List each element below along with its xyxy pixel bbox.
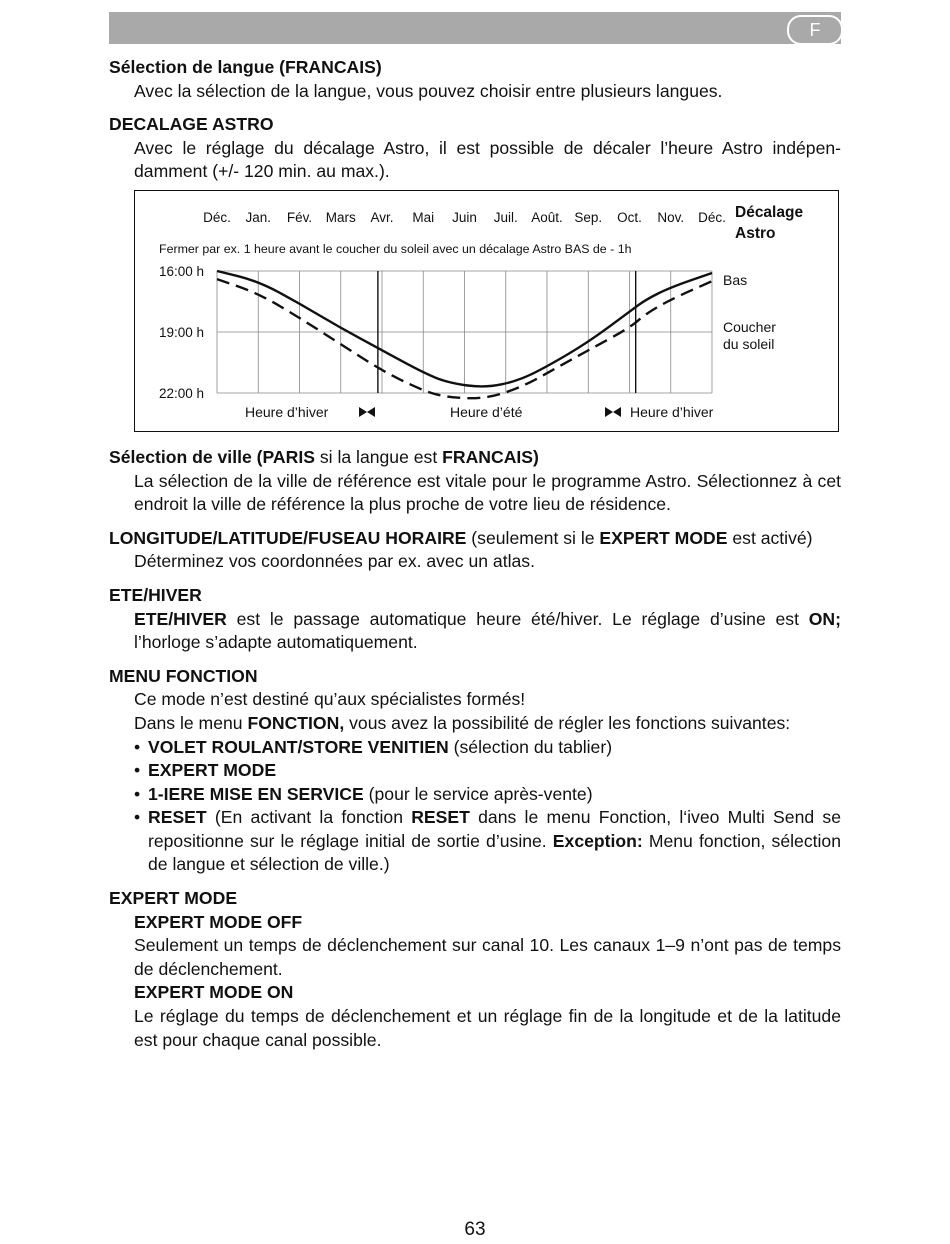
section-expert-mode (109, 887, 841, 1052)
y-tick-label: 19:00 h (159, 324, 205, 340)
dst-switch-icon (605, 407, 621, 417)
y-tick-label: 22:00 h (159, 385, 205, 401)
menu-bullet-list (109, 736, 841, 878)
text-expert-on: Le réglage du temps de déclenchement et un réglage fin de la longitude et de la latitude est pour chaque canal possible. (134, 1006, 841, 1050)
text-ete-bold1: ETE/HIVER (134, 608, 227, 629)
text-coords: Déterminez vos coordonnées par ex. avec un atlas. (134, 551, 535, 572)
list-item (134, 759, 841, 783)
list-item (134, 736, 841, 760)
text-menu-line1: Ce mode n’est destiné qu’aux spécialistes formés! (134, 689, 526, 710)
heading-ville (109, 446, 841, 470)
bullet-3-bold: 1-IERE MISE EN SERVICE (148, 783, 364, 804)
text-ete-normal1: est le passage automatique heure été/hiver. Le réglage d’usine est (226, 608, 809, 629)
heading-menu-fonction: MENU FONCTION (109, 665, 258, 686)
y-tick-label: 16:00 h (159, 263, 205, 279)
x-tick-label: Jan. (245, 209, 272, 225)
heading-ville-bold2: FRANCAIS) (442, 446, 539, 467)
bullet-4-text3: Menu fonction, sélection de langue et sélection de ville.) (148, 830, 841, 875)
bullet-1-text: (sélection du tablier) (448, 736, 613, 757)
series-label: Bas (723, 271, 748, 288)
text-ete-hiver (109, 608, 841, 655)
heading-astro: DECALAGE ASTRO (109, 114, 274, 135)
bullet-4-bold2: RESET (411, 807, 470, 828)
season-label: Heure d’hiver (245, 403, 329, 420)
section-menu-fonction (109, 665, 841, 877)
page-content (109, 56, 841, 1052)
bullet-4-text1: (En activant la fonction (206, 807, 412, 828)
heading-ville-normal: si la langue est (314, 446, 443, 467)
chart-title-line2: Astro (735, 224, 776, 242)
text-ville: La sélection de la ville de référence est vitale pour le programme Astro. Sélectionnez à cet endroit la ville de référence la plus proche de votre lieu de résidence. (134, 470, 841, 515)
x-tick-label: Fév. (286, 209, 313, 225)
heading-coords (109, 527, 841, 551)
x-tick-label: Nov. (657, 209, 685, 225)
text-expert-off: Seulement un temps de déclenchement sur canal 10. Les canaux 1–9 n’ont pas de temps de déclenchement. (134, 935, 841, 979)
list-item (134, 806, 841, 877)
x-tick-label: Août. (531, 209, 563, 225)
heading-coords-bold1: LONGITUDE/LATITUDE/FUSEAU HORAIRE (109, 527, 467, 548)
x-tick-label: Déc. (698, 209, 726, 225)
header-bar (109, 12, 841, 44)
section-ville (109, 446, 841, 517)
chart-title-line1: Décalage (735, 203, 804, 221)
x-tick-label: Déc. (203, 209, 231, 225)
bullet-3-text: (pour le service après-vente) (363, 783, 593, 804)
text-astro: Avec le réglage du décalage Astro, il est possible de décaler l’heure Astro indépen-damment (+/- 120 min. au max.). (134, 137, 841, 182)
astro-chart (134, 190, 839, 432)
list-item (134, 783, 841, 807)
section-coords (109, 527, 841, 574)
section-langue (109, 56, 841, 103)
heading-ville-bold1: Sélection de ville (PARIS (109, 446, 315, 467)
heading-coords-bold2: EXPERT MODE (599, 527, 728, 548)
heading-expert-mode: EXPERT MODE (109, 888, 238, 909)
text-menu-line2 (109, 712, 841, 736)
series-label: du soleil (723, 335, 775, 352)
season-label: Heure d’hiver (630, 403, 714, 420)
text-menu-line2-a: Dans le menu (134, 712, 248, 733)
language-badge: F (787, 15, 843, 45)
series-label: Coucher (723, 318, 776, 335)
x-tick-label: Juin (452, 209, 477, 225)
text-ete-normal2: l’horloge s’adapte automatiquement. (134, 632, 418, 653)
x-tick-label: Juil. (493, 209, 518, 225)
astro-chart-svg (135, 191, 838, 431)
text-ete-bold2: ON; (808, 608, 841, 629)
bullet-4-bold3: Exception: (552, 830, 643, 851)
text-langue: Avec la sélection de la langue, vous pouvez choisir entre plusieurs langues. (134, 80, 723, 101)
section-astro (109, 113, 841, 184)
heading-ete-hiver: ETE/HIVER (109, 584, 202, 605)
season-label: Heure d’été (450, 403, 523, 420)
bullet-4-text2: dans le menu Fonction, l‘iveo Multi Send se repositionne sur le réglage initial de sortie d’usine. (148, 807, 841, 851)
heading-langue: Sélection de langue (FRANCAIS) (109, 57, 382, 77)
heading-expert-on: EXPERT MODE ON (134, 982, 294, 1003)
bullet-2-bold: EXPERT MODE (148, 760, 277, 781)
heading-coords-normal1: (seulement si le (466, 527, 600, 548)
heading-expert-off: EXPERT MODE OFF (134, 911, 303, 932)
bullet-1-bold: VOLET ROULANT/STORE VENITIEN (148, 736, 449, 757)
text-menu-line2-b: FONCTION, (247, 712, 345, 733)
chart-subtitle: Fermer par ex. 1 heure avant le coucher du soleil avec un décalage Astro BAS de - 1h (159, 241, 632, 256)
x-tick-label: Oct. (617, 209, 642, 225)
x-tick-label: Sep. (574, 209, 603, 225)
text-menu-line2-c: vous avez la possibilité de régler les fonctions suivantes: (344, 712, 791, 733)
x-tick-label: Mars (325, 209, 356, 225)
bullet-4-bold: RESET (148, 807, 207, 828)
x-tick-label: Avr. (370, 209, 394, 225)
page-number: 63 (464, 1219, 486, 1240)
section-ete-hiver (109, 584, 841, 655)
dst-switch-icon (359, 407, 375, 417)
heading-coords-normal2: est activé) (727, 527, 813, 548)
x-tick-label: Mai (412, 209, 435, 225)
